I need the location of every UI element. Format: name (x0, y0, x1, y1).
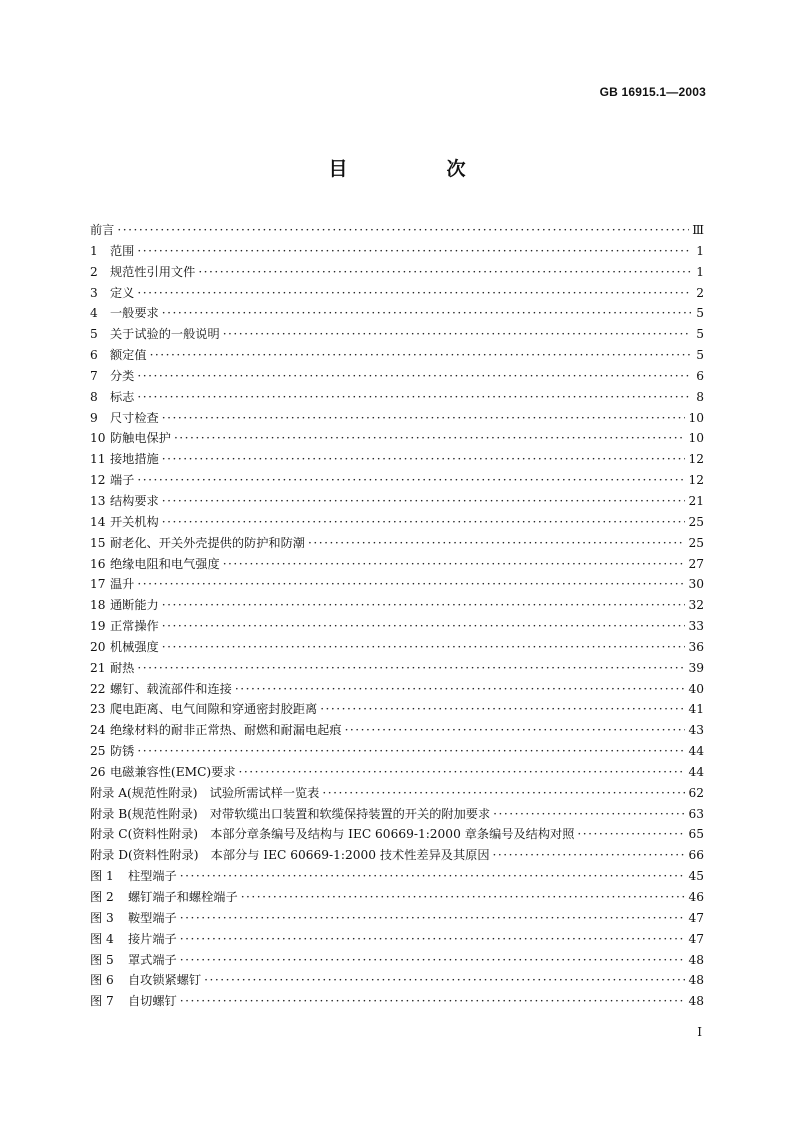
toc-entry-page: 47 (688, 910, 704, 925)
toc-entry-page: 39 (688, 660, 704, 675)
toc-entry[interactable] (90, 492, 704, 513)
toc-dot-leader (198, 265, 691, 279)
toc-dot-leader (180, 994, 686, 1008)
toc-dot-leader (162, 619, 686, 633)
toc-dot-leader (162, 515, 686, 529)
toc-entry-number: 5 (90, 327, 98, 342)
toc-entry-page: 44 (688, 744, 704, 759)
toc-entry[interactable] (90, 888, 704, 909)
toc-entry[interactable] (90, 367, 704, 388)
toc-entry-number: 16 (90, 556, 106, 571)
toc-entry-page: 5 (696, 327, 704, 342)
toc-entry[interactable] (90, 555, 704, 576)
toc-entry-label: 范围 (110, 243, 135, 258)
toc-entry-number: 26 (90, 764, 106, 779)
toc-entry[interactable] (90, 221, 704, 242)
toc-dot-leader (241, 890, 686, 904)
toc-entry-label: 螺钉端子和螺栓端子 (128, 890, 238, 904)
toc-entry-page: 48 (688, 973, 704, 988)
toc-dot-leader (162, 452, 686, 466)
toc-entry[interactable] (90, 721, 704, 742)
toc-entry-page: 46 (688, 890, 704, 904)
toc-entry[interactable] (90, 930, 704, 951)
toc-entry-number: 图 5 (90, 952, 114, 967)
toc-entry-page: 48 (688, 952, 704, 967)
toc-entry-page: 66 (688, 848, 704, 863)
toc-dot-leader (308, 536, 685, 550)
toc-entry-label: 自攻锁紧螺钉 (128, 973, 202, 988)
toc-entry-page: 40 (688, 681, 704, 696)
toc-entry-page: 45 (688, 869, 704, 884)
toc-entry[interactable] (90, 242, 704, 263)
toc-entry[interactable] (90, 867, 704, 888)
toc-entry-number: 3 (90, 285, 98, 300)
toc-entry-page: 44 (688, 764, 704, 779)
toc-entry-label: 电磁兼容性(EMC)要求 (110, 764, 236, 779)
toc-entry-number: 22 (90, 681, 106, 696)
toc-entry-number: 1 (90, 243, 98, 258)
toc-entry[interactable] (90, 325, 704, 346)
toc-entry-number: 24 (90, 723, 106, 738)
toc-dot-leader (322, 786, 685, 800)
toc-entry[interactable] (90, 388, 704, 409)
toc-entry-page: 36 (688, 639, 704, 654)
toc-entry-page: 1 (696, 243, 704, 258)
toc-dot-leader (117, 223, 689, 237)
toc-entry-page: 25 (688, 514, 704, 529)
toc-entry[interactable] (90, 846, 704, 867)
toc-entry-label: 罩式端子 (128, 952, 177, 967)
toc-dot-leader (162, 598, 686, 612)
toc-entry-page: 2 (696, 285, 704, 300)
toc-dot-leader (223, 327, 691, 341)
toc-entry[interactable] (90, 534, 704, 555)
toc-entry-number: 21 (90, 660, 106, 675)
toc-dot-leader (137, 577, 685, 591)
toc-entry-label: 机械强度 (110, 639, 159, 654)
toc-entry-number: 20 (90, 639, 106, 654)
toc-entry-number: 10 (90, 431, 106, 446)
toc-entry-label: 接地措施 (110, 452, 159, 467)
toc-entry[interactable] (90, 805, 704, 826)
toc-entry-label: 分类 (110, 368, 135, 383)
toc-entry-number: 15 (90, 535, 106, 550)
toc-entry-label: 防锈 (110, 744, 135, 759)
toc-entry-page: 48 (688, 994, 704, 1009)
toc-entry[interactable] (90, 742, 704, 763)
toc-entry[interactable] (90, 951, 704, 972)
toc-entry-page: 65 (688, 827, 704, 842)
toc-entry-number: 图 6 (90, 973, 114, 988)
toc-entry-page: 32 (688, 598, 704, 613)
toc-entry-page: 25 (688, 535, 704, 550)
toc-entry-label: 接片端子 (128, 931, 177, 946)
toc-entry-label: 尺寸检查 (110, 410, 159, 425)
toc-entry[interactable] (90, 971, 704, 992)
toc-entry-label: 通断能力 (110, 598, 159, 613)
toc-entry-number: 14 (90, 514, 106, 529)
toc-entry[interactable] (90, 638, 704, 659)
toc-entry-label: 绝缘材料的耐非正常热、耐燃和耐漏电起痕 (110, 723, 342, 738)
toc-entry[interactable] (90, 284, 704, 305)
toc-entry-label: 一般要求 (110, 306, 159, 321)
toc-entry-number: 8 (90, 389, 98, 404)
toc-dot-leader (577, 827, 685, 841)
toc-entry[interactable] (90, 784, 704, 805)
toc-entry-label: 标志 (110, 389, 135, 404)
toc-entry-page: 63 (688, 806, 704, 821)
table-of-contents (90, 221, 704, 1013)
toc-entry-number: 12 (90, 473, 106, 488)
toc-entry-page: 12 (688, 452, 704, 467)
toc-entry-page: 33 (688, 619, 704, 634)
toc-entry-label: 关于试验的一般说明 (110, 327, 220, 342)
toc-entry-label: 规范性引用文件 (110, 264, 196, 279)
toc-entry-page: 62 (688, 785, 704, 800)
toc-entry-page: 10 (688, 410, 704, 425)
toc-entry[interactable] (90, 471, 704, 492)
page-title: 目 次 (328, 158, 506, 180)
toc-dot-leader (345, 723, 686, 737)
toc-entry-number: 25 (90, 744, 106, 759)
toc-entry-page: 5 (696, 306, 704, 321)
toc-entry-number: 9 (90, 410, 98, 425)
toc-entry[interactable] (90, 346, 704, 367)
toc-entry-number: 图 4 (90, 931, 114, 946)
toc-entry-page: 27 (688, 556, 704, 571)
toc-entry-number: 11 (90, 452, 106, 467)
toc-entry-page: 6 (696, 368, 704, 383)
toc-entry[interactable] (90, 450, 704, 471)
toc-entry[interactable] (90, 617, 704, 638)
toc-entry-label: 防触电保护 (110, 431, 171, 446)
toc-entry-page: 5 (696, 348, 704, 363)
toc-entry[interactable] (90, 596, 704, 617)
toc-entry-page: 1 (696, 264, 704, 279)
toc-dot-leader (204, 973, 685, 987)
toc-entry-page: 10 (688, 431, 704, 446)
toc-entry-page: 8 (696, 389, 704, 404)
toc-entry-page: 47 (688, 931, 704, 946)
toc-entry-number: 图 1 (90, 869, 114, 884)
toc-dot-leader (137, 286, 691, 300)
toc-dot-leader (493, 848, 686, 862)
toc-entry-label: 耐老化、开关外壳提供的防护和防潮 (110, 535, 305, 550)
toc-dot-leader (162, 494, 686, 508)
toc-entry-number: 19 (90, 619, 106, 634)
toc-dot-leader (137, 473, 685, 487)
toc-entry-number: 2 (90, 264, 98, 279)
toc-dot-leader (162, 640, 686, 654)
toc-entry-label: 爬电距离、电气间隙和穿通密封胶距离 (110, 702, 318, 717)
toc-entry-number: 图 7 (90, 994, 114, 1009)
toc-entry[interactable] (90, 659, 704, 680)
toc-entry-label: 额定值 (110, 348, 147, 363)
toc-entry[interactable] (90, 513, 704, 534)
toc-entry-page: Ⅲ (692, 223, 704, 237)
toc-entry-number: 17 (90, 577, 106, 592)
toc-entry-number: 13 (90, 493, 106, 508)
toc-entry-label: 正常操作 (110, 619, 159, 634)
toc-dot-leader (137, 244, 691, 258)
toc-entry-page: 12 (688, 473, 704, 488)
toc-dot-leader (180, 953, 686, 967)
toc-entry-number: 4 (90, 306, 98, 321)
toc-entry-label: 开关机构 (110, 514, 159, 529)
toc-dot-leader (137, 390, 691, 404)
toc-entry-label: 鞍型端子 (128, 910, 177, 925)
toc-entry[interactable] (90, 429, 704, 450)
page-folio: I (697, 1025, 702, 1039)
toc-dot-leader (320, 702, 685, 716)
toc-entry-number: 7 (90, 368, 98, 383)
toc-entry-number: 18 (90, 598, 106, 613)
toc-entry[interactable] (90, 409, 704, 430)
toc-dot-leader (137, 369, 691, 383)
toc-entry[interactable] (90, 263, 704, 284)
toc-entry[interactable] (90, 304, 704, 325)
toc-entry[interactable] (90, 575, 704, 596)
toc-entry[interactable] (90, 680, 704, 701)
toc-dot-leader (162, 411, 686, 425)
toc-dot-leader (174, 431, 686, 445)
toc-dot-leader (223, 557, 686, 571)
toc-entry-page: 30 (688, 577, 704, 592)
toc-dot-leader (150, 348, 691, 362)
toc-dot-leader (137, 661, 685, 675)
toc-dot-leader (180, 911, 686, 925)
toc-entry-number: 23 (90, 702, 106, 717)
toc-entry[interactable] (90, 825, 704, 846)
toc-entry-label: 螺钉、载流部件和连接 (110, 681, 232, 696)
toc-entry-page: 21 (688, 493, 704, 508)
toc-dot-leader (180, 869, 686, 883)
toc-dot-leader (162, 306, 691, 320)
toc-entry-label: 端子 (110, 473, 135, 488)
toc-entry[interactable] (90, 992, 704, 1013)
standard-code: GB 16915.1—2003 (599, 85, 706, 99)
toc-entry[interactable] (90, 700, 704, 721)
toc-dot-leader (137, 744, 685, 758)
toc-dot-leader (239, 765, 686, 779)
toc-entry-label: 结构要求 (110, 493, 159, 508)
toc-dot-leader (493, 807, 685, 821)
toc-entry[interactable] (90, 909, 704, 930)
toc-dot-leader (180, 932, 686, 946)
toc-entry-page: 41 (688, 702, 704, 717)
toc-entry-label: 附录 B(规范性附录) 对带软缆出口装置和软缆保持装置的开关的附加要求 (90, 806, 491, 821)
toc-entry-label: 前言 (90, 223, 115, 237)
toc-entry-label: 附录 A(规范性附录) 试验所需试样一览表 (90, 785, 320, 800)
toc-entry-label: 耐热 (110, 660, 135, 675)
toc-entry-number: 图 3 (90, 910, 114, 925)
toc-entry-label: 附录 C(资料性附录) 本部分章条编号及结构与 IEC 60669-1:2000 章条编号及结构对照 (90, 827, 575, 842)
toc-entry-number: 6 (90, 348, 98, 363)
toc-dot-leader (235, 682, 686, 696)
toc-entry-label: 附录 D(资料性附录) 本部分与 IEC 60669-1:2000 技术性差异及其原因 (90, 848, 490, 863)
toc-entry-label: 定义 (110, 285, 135, 300)
toc-entry-number: 图 2 (90, 890, 114, 904)
toc-entry-label: 柱型端子 (128, 869, 177, 884)
toc-entry-label: 绝缘电阻和电气强度 (110, 556, 220, 571)
toc-entry-label: 自切螺钉 (128, 994, 177, 1009)
toc-entry-label: 温升 (110, 577, 135, 592)
toc-entry-page: 43 (688, 723, 704, 738)
toc-entry[interactable] (90, 763, 704, 784)
